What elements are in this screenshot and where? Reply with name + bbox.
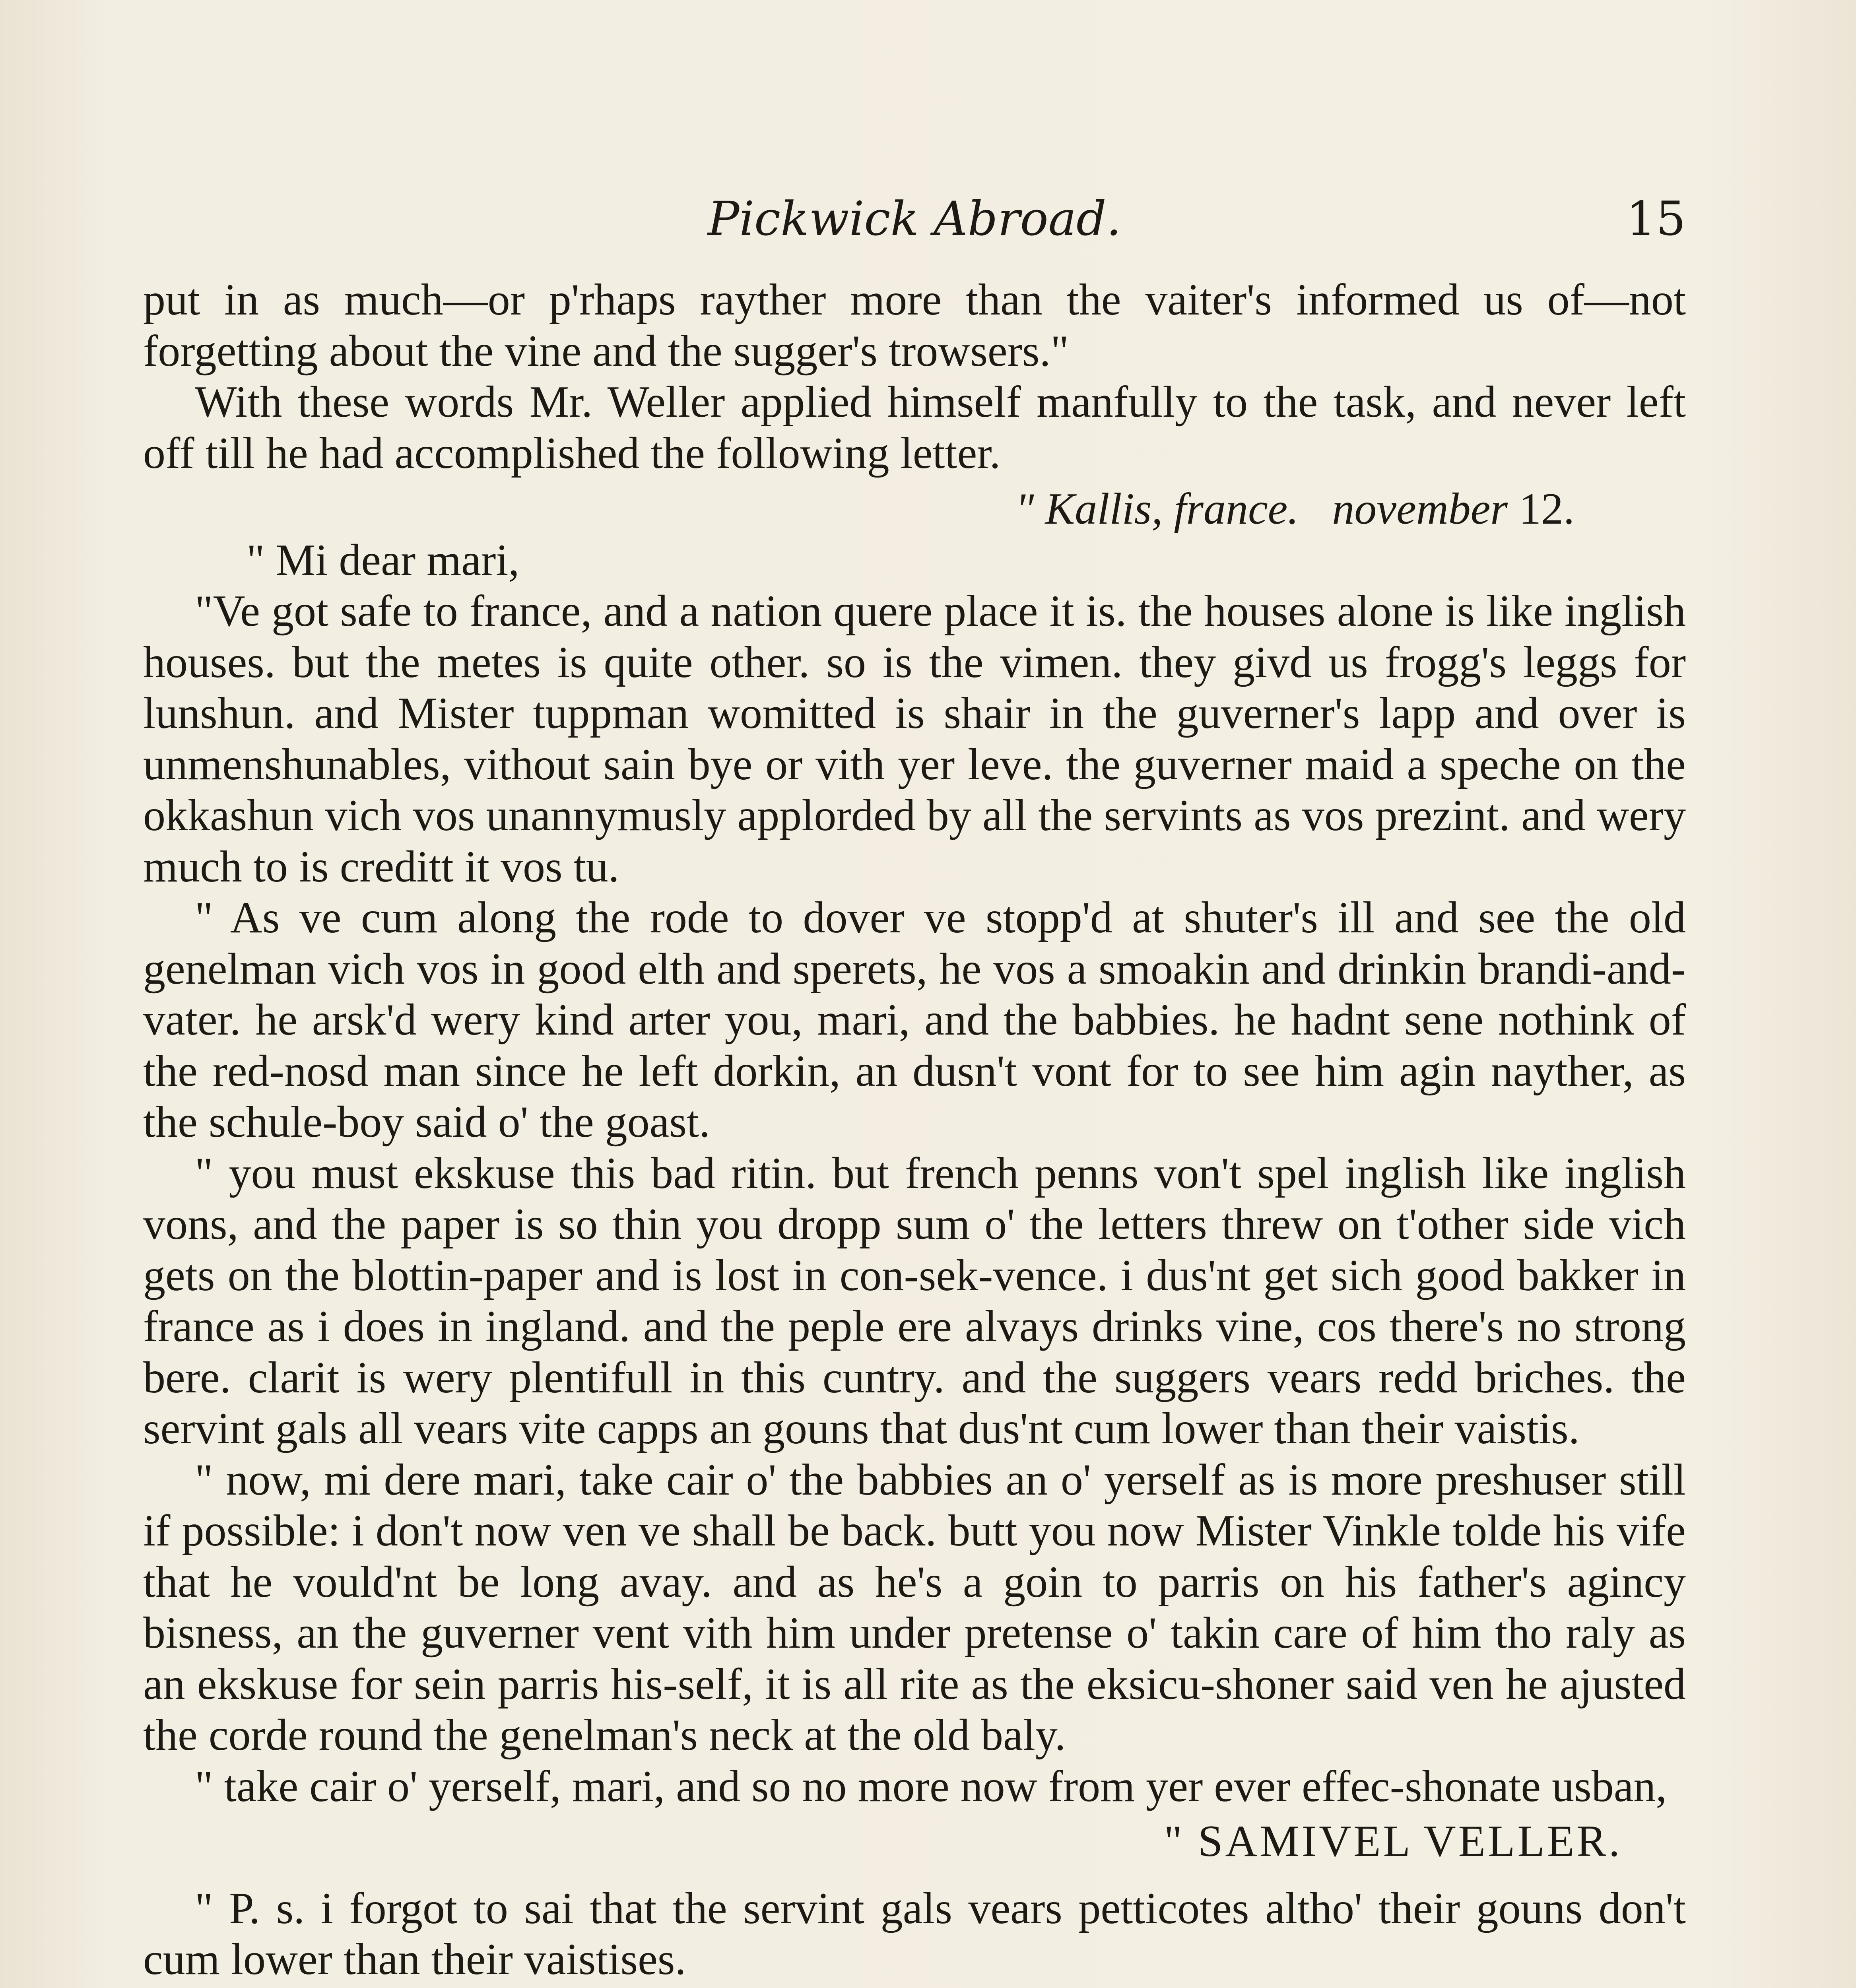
dateline-place: " Kallis, france.: [1015, 484, 1299, 534]
running-title: Pickwick Abroad.: [707, 191, 1122, 246]
page-number: 15: [1626, 191, 1686, 246]
letter-signature: " SAMIVEL VELLER.: [1164, 1817, 1622, 1866]
letter-paragraph: " you must ekskuse this bad ritin. but french penns von't spel inglish like inglish vons, and the paper is so thin you dropp sum o' the letters threw on t'other side vich gets on the blottin-paper and is lost in con-sek-vence. i dus'nt get sich good bakker in france as i does in ingland. and the peple ere alvays drinks vine, cos there's no strong bere. clarit is wery plentifull in this cuntry. and the suggers vears redd briches. the servint gals all vears vite capps an gouns that dus'nt cum lower than their vaistis.: [143, 1148, 1686, 1453]
letter-paragraph: " As ve cum along the rode to dover ve stopp'd at shuter's ill and see the old genelman vich vos in good elth and sperets, he vos a smoakin and drinkin brandi-and-vater. he arsk'd wery kind arter you, mari, and the babbies. he hadnt sene nothink of the red-nosd man since he left dorkin, an dusn't vont for to see him agin nayther, as the schule-boy said o' the goast.: [143, 893, 1686, 1147]
body-text: [143, 274, 1686, 1988]
letter-dateline: [143, 483, 1686, 535]
letter-paragraph: " now, mi dere mari, take cair o' the babbies an o' yerself as is more preshuser still if possible: i don't now ven ve shall be back. butt you now Mister Vinkle tolde his vife that he vould'nt be long avay. and as he's a goin to parris on his father's agincy bisness, an the guverner vent vith him under pretense o' takin care of him tho raly as an ekskuse for sein parris his-self, it is all rite as the eksicu-shoner said ven he ajusted the corde round the genelman's neck at the old baly.: [143, 1455, 1686, 1760]
running-head: [143, 187, 1686, 250]
paragraph-intro: With these words Mr. Weller applied himself manfully to the task, and never left off till he had accomplished the following letter.: [143, 377, 1686, 478]
letter-postscript: " P. s. i forgot to sai that the servint gals vears petticotes altho' their gouns don't cum lower than their vaistises.: [143, 1883, 1686, 1984]
letter-salutation: " Mi dear mari,: [247, 535, 520, 585]
dateline-day: 12.: [1519, 484, 1574, 534]
dateline-date: november: [1332, 484, 1508, 534]
paragraph-continuation: put in as much—or p'rhaps rayther more than the vaiter's informed us of—not forgetting about the vine and the sugger's trowsers.": [143, 275, 1686, 376]
letter-paragraph: "Ve got safe to france, and a nation quere place it is. the houses alone is like inglish houses. but the metes is quite other. so is the vimen. they givd us frogg's leggs for lunshun. and Mister tuppman womitted is shair in the guverner's lapp and over is unmenshunables, vithout sain bye or vith yer leve. the guverner maid a speche on the okkashun vich vos unannymusly applorded by all the servints as vos prezint. and wery much to is creditt it vos tu.: [143, 586, 1686, 891]
letter-paragraph: " take cair o' yerself, mari, and so no more now from yer ever effec-shonate usban,: [195, 1761, 1667, 1811]
